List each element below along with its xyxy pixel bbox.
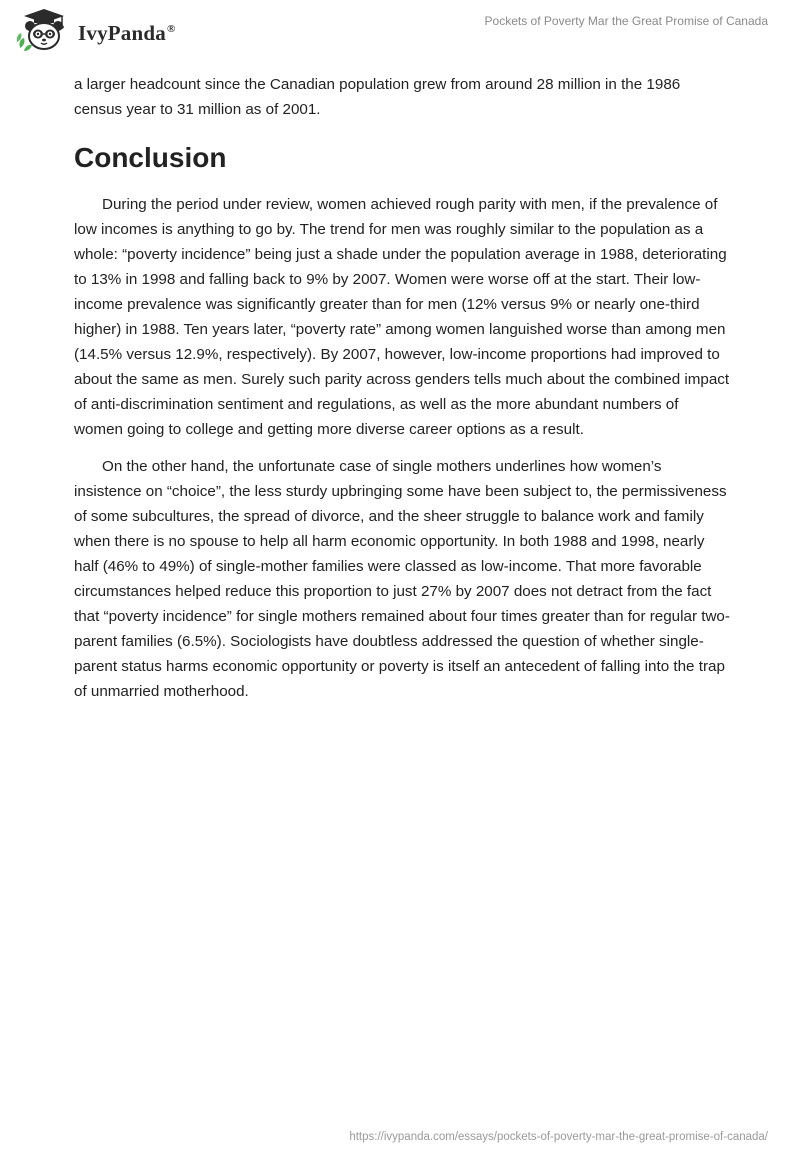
intro-continuation-paragraph: a larger headcount since the Canadian population grew from around 28 million in the 1986 census year to 31 million as of 2001. xyxy=(74,76,681,118)
document-title: Pockets of Poverty Mar the Great Promise of Canada xyxy=(484,14,768,28)
conclusion-paragraph-2: On the other hand, the unfortunate case of single mothers underlines how women’s insistence on “choice”, the less sturdy upbringing some have been subject to, the permissiveness of some subcultures, the spread of divorce, and the sheer struggle to balance work and family when there is no spouse to help all harm economic opportunity. In both 1988 and 1998, nearly half (46% to 49%) of single-mother families were classed as low-income. That more favorable circumstances helped reduce this proportion to just 27% by 2007 does not detract from the fact that “poverty incidence” for single mothers remained about four times greater than for regular two-parent families (6.5%). Sociologists have doubtless addressed the question of whether single-parent status harms economic opportunity or poverty is itself an antecedent of falling into the trap of unmarried motherhood. xyxy=(74,458,730,700)
source-url-link[interactable]: https://ivypanda.com/essays/pockets-of-poverty-mar-the-great-promise-of-canada/ xyxy=(349,1131,768,1143)
conclusion-paragraph-1: During the period under review, women achieved rough parity with men, if the prevalence of low incomes is anything to go by. The trend for men was roughly similar to the population as a whole: “poverty incidence” being just a shade under the population average in 1988, deteriorating to 13% in 1998 and falling back to 9% by 2007. Women were worse off at the start. Their low-income prevalence was significantly greater than for men (12% versus 9% or nearly one-third higher) in 1988. Ten years later, “poverty rate” among women languished worse than among men (14.5% versus 12.9%, respectively). By 2007, however, low-income proportions had improved to about the same as men. Surely such parity across genders tells much about the combined impact of anti-discrimination sentiment and regulations, as well as the more abundant numbers of women going to college and getting more diverse career options as a result. xyxy=(74,196,730,438)
section-heading-conclusion: Conclusion xyxy=(74,142,227,173)
page-header xyxy=(0,0,800,64)
essay-body xyxy=(74,72,730,704)
ivypanda-logo[interactable] xyxy=(14,8,189,52)
logo-wordmark: IvyPanda® xyxy=(78,21,176,45)
panda-graduate-icon xyxy=(14,8,76,52)
